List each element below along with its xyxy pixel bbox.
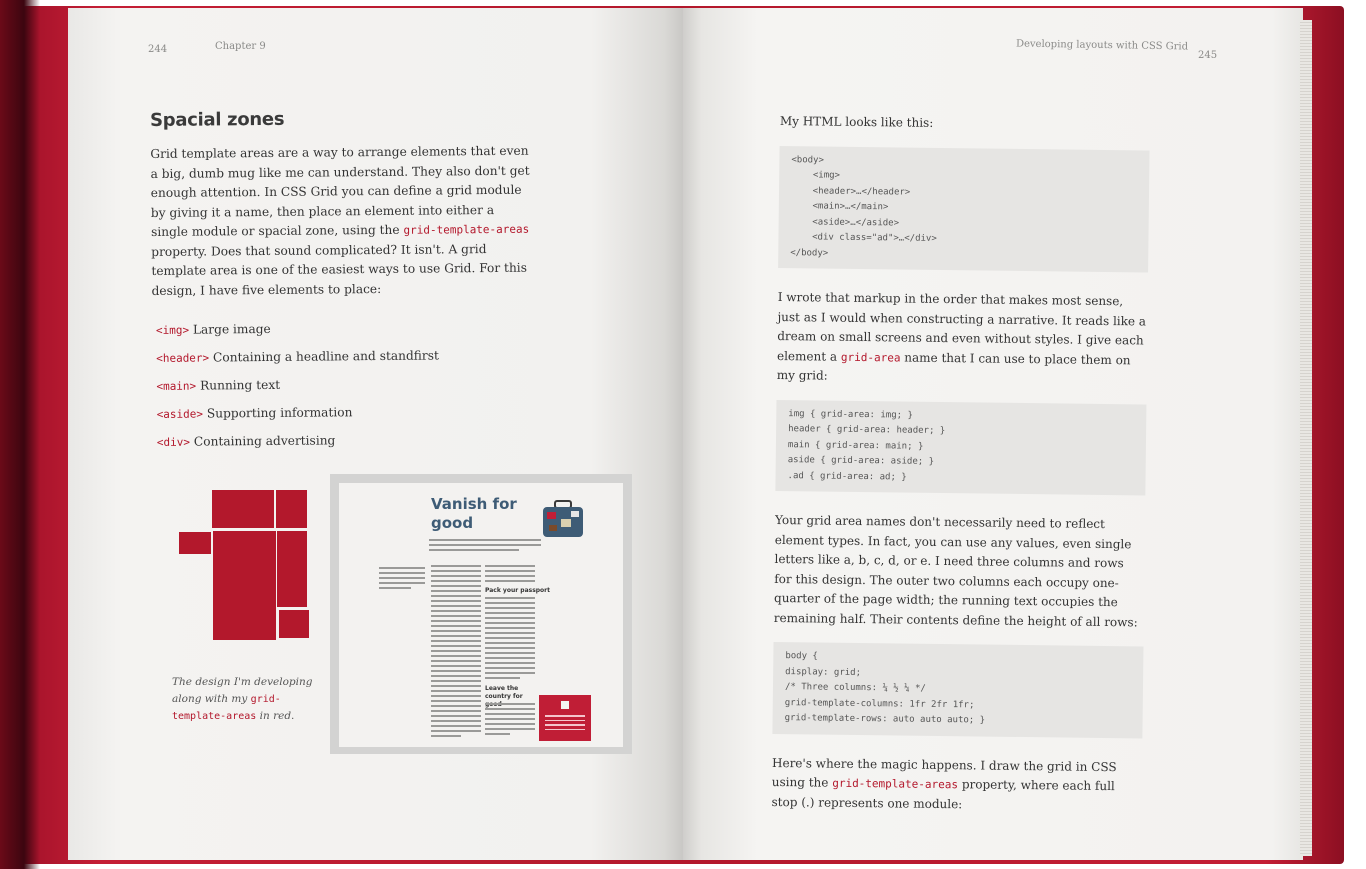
diagram-block [279, 610, 309, 638]
intro-paragraph [150, 142, 531, 301]
code-block-html [778, 145, 1149, 272]
element-desc: Large image [192, 321, 271, 337]
aside-lines [379, 567, 425, 592]
element-tag: <img> [155, 323, 190, 337]
code-line: .ad { grid-area: ad; } [787, 470, 907, 483]
right-page-number: 245 [1198, 50, 1218, 61]
page-edges [1300, 20, 1312, 856]
list-item [156, 318, 532, 340]
diagram-block [179, 532, 211, 554]
sample-subhead-2: Leave the country for [485, 685, 523, 700]
code-line: </body> [790, 247, 829, 259]
grid-area-diagram [176, 488, 316, 648]
paragraph-3: Your grid area names don't necessarily need to reflect element types. In fact, you can use any values, even single letters like a, b, c, d, or e. I need three columns and rows for this design. The outer two columns each occupy one-quarter of the page width; the running text occupies the remaining half. Their contents define the height of all rows: [773, 512, 1138, 629]
paragraph-4 [771, 753, 1142, 816]
code-block-grid-area [775, 399, 1146, 495]
paragraph-2 [777, 288, 1148, 390]
code-line: grid-template-rows: auto auto auto; } [784, 713, 986, 726]
list-item [156, 374, 532, 396]
right-body [771, 112, 1150, 816]
element-desc: Containing a headline and standfirst [212, 348, 439, 365]
sample-subhead-1: Pack your passport [485, 587, 551, 594]
diagram-block [277, 531, 307, 607]
list-item [156, 346, 532, 368]
code-line: <aside>…</aside> [790, 216, 900, 228]
p2-text-2: name that I can use to place them on my grid: [776, 350, 1131, 383]
code-line: <div class="ad">…</div> [790, 232, 937, 244]
code-line: <body> [791, 154, 824, 166]
main-col2-lines-b [485, 597, 535, 682]
suitcase-image [541, 499, 585, 539]
code-line: body { [785, 651, 818, 662]
sample-title: Vanish for good [431, 495, 517, 532]
code-line: grid-template-columns: 1fr 2fr 1fr; [784, 697, 975, 710]
code-line: main { grid-area: main; } [787, 439, 924, 452]
p2-text-1: I wrote that markup in the order that makes most sense, just as I would when constructing a narrative. It reads like a dream on small screens and even without styles. I give each element a [776, 289, 1147, 364]
standfirst-lines [429, 539, 541, 554]
code-line: aside { grid-area: aside; } [787, 455, 935, 467]
sample-ad [539, 695, 591, 741]
intro-text-2: property. Does that sound complicated? It isn't. A grid template area is one of the easiest ways to use Grid. For this design, I have five elements to place: [151, 241, 527, 298]
ad-icon [561, 701, 569, 709]
code-line: display: grid; [785, 666, 862, 678]
code-line: <header>…</header> [790, 185, 911, 198]
main-col2-lines [485, 565, 535, 585]
list-item [157, 402, 533, 424]
code-line: <img> [791, 170, 841, 181]
main-col2-lines-c [485, 703, 535, 738]
p4-text-2: property, where each full stop (.) represents one module: [771, 777, 1115, 811]
code-line: img { grid-area: img; } [788, 408, 913, 421]
element-tag: <aside> [156, 407, 204, 421]
diagram-block [213, 531, 276, 640]
intro-text-1: Grid template areas are a way to arrange elements that even a big, dumb mug like me can understand. They also don't get enough attention. In CSS Grid you can define a grid module by giving it a name, then place an element into either a single module or spacial zone, using the [150, 143, 530, 239]
sample-design-figure [330, 474, 632, 754]
code-line: header { grid-area: header; } [788, 424, 946, 437]
element-tag: <div> [156, 435, 191, 449]
element-desc: Supporting information [206, 405, 353, 421]
code-block-grid-template [772, 642, 1143, 738]
intro-code: grid-template-areas [403, 222, 530, 237]
p2-code: grid-area [840, 350, 901, 364]
element-tag: <header> [156, 351, 210, 365]
p4-code: grid-template-areas [832, 776, 959, 792]
caption-end: in red. [259, 710, 295, 722]
p4-text-1: Here's where the magic happens. I draw the grid in CSS using the [771, 755, 1117, 790]
caption-text: The design I'm developing along with my [172, 676, 313, 705]
section-title: Spacial zones [150, 108, 285, 131]
figure-caption [172, 674, 332, 725]
diagram-block [212, 490, 274, 528]
element-tag: <main> [156, 379, 197, 393]
book-spine-shadow [0, 0, 40, 869]
left-body [150, 107, 533, 461]
paragraph-1: My HTML looks like this: [779, 113, 934, 130]
main-col1-lines [431, 565, 481, 740]
element-desc: Containing advertising [193, 433, 336, 449]
element-list [156, 318, 533, 452]
left-page-number: 244 [148, 44, 168, 55]
element-desc: Running text [199, 377, 281, 393]
left-running-head: Chapter 9 [215, 41, 266, 52]
right-running-head: Developing layouts with CSS Grid [1015, 38, 1189, 53]
diagram-block [276, 490, 307, 528]
code-line: <main>…</main> [790, 201, 889, 213]
caption-code: grid-template-areas [172, 694, 281, 722]
list-item [157, 430, 533, 452]
sample-page [339, 483, 623, 747]
code-line: /* Three columns: ¼ ½ ¼ */ [784, 682, 926, 694]
